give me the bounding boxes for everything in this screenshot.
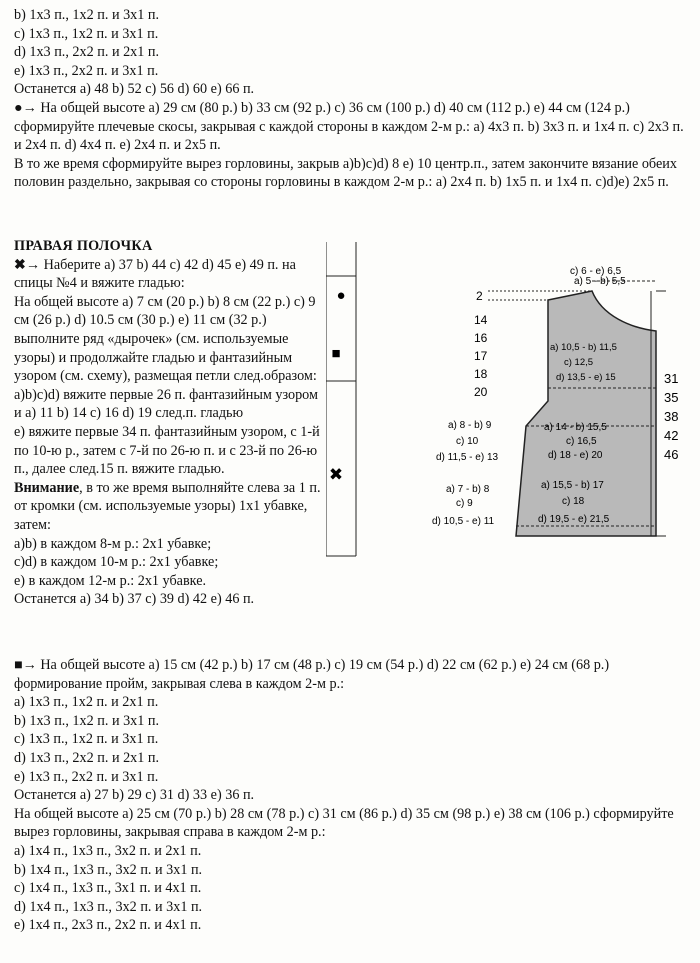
- neck-depth-label: 2: [476, 289, 483, 303]
- cross-arrow-icon: ✖→: [14, 256, 41, 273]
- armhole-line: d) 1x3 п., 2x2 п. и 2x1 п.: [14, 749, 160, 766]
- text-line: d) 1x3 п., 2x2 п. и 2x1 п.: [14, 44, 160, 61]
- top-width-label: a) 5 - b) 5,5: [574, 276, 626, 287]
- cast-on-paragraph: [14, 256, 324, 293]
- armhole-paragraph: [14, 656, 690, 693]
- attention-text: , в то же время выполняйте слева за 1 п. от кромки (см. используемые узоры) 1x1 убавке, затем:: [14, 479, 321, 533]
- neck-line: c) 1x4 п., 1x3 п., 3x1 п. и 4x1 п.: [14, 880, 202, 897]
- neck-paragraph: В то же время сформируйте вырез горловины, закрыв a)b)c)d) 8 e) 10 центр.п., затем закончите вязание обеих половин раздельно, закрывая со стороны горловины в каждом 2-м р.: a) 2x4 п. b) 1x5 п. и 1x4 п. c)d)e) 2x5 п.: [14, 155, 677, 191]
- abcd-paragraph: a)b)c)d) вяжите первые 26 п. фантазийным узором и a) 11 b) 14 c) 16 d) 19 след.п. гладью: [14, 386, 318, 422]
- total-height-label: 42: [664, 428, 679, 443]
- neck-line: b) 1x4 п., 1x3 п., 3x2 п. и 3x1 п.: [14, 861, 203, 878]
- section-title: ПРАВАЯ ПОЛОЧКА: [14, 238, 153, 254]
- circle-arrow-icon: ●→: [14, 99, 37, 116]
- cross-marker-icon: ✖: [328, 465, 344, 484]
- armhole-line: b) 1x3 п., 1x2 п. и 3x1 п.: [14, 712, 160, 729]
- armhole-line: e) 1x3 п., 2x2 п. и 3x1 п.: [14, 768, 159, 785]
- dec-line: e) в каждом 12-м р.: 2x1 убавке.: [14, 572, 207, 589]
- neck-line: a) 1x4 п., 1x3 п., 3x2 п. и 2x1 п.: [14, 842, 202, 859]
- dec-line: c)d) в каждом 10-м р.: 2x1 убавке;: [14, 554, 219, 571]
- bottom-side-label: c) 9: [456, 498, 473, 509]
- bottom-width-label: d) 19,5 - e) 21,5: [538, 514, 610, 525]
- armhole-line: c) 1x3 п., 1x2 п. и 3x1 п.: [14, 731, 159, 748]
- knitting-schema: [326, 236, 696, 574]
- remain-line: Останется a) 34 b) 37 c) 39 d) 42 e) 46 п.: [14, 591, 255, 608]
- e-paragraph: e) вяжите первые 34 п. фантазийным узором, с 1-й по 10-ю р., затем с 7-й по 26-ю п. и с 23-й по 26-ю п., далее след.15 п. вяжите гладью.: [14, 423, 320, 478]
- garment-shape: [516, 291, 656, 536]
- attention-paragraph: [14, 479, 324, 535]
- shoulder-width-label: a) 10,5 - b) 11,5: [550, 342, 617, 353]
- armhole-text: На общей высоте a) 15 см (42 р.) b) 17 см (48 р.) c) 19 см (54 р.) d) 22 см (62 р.) e) 24 см (68 р.) формирование пройм, закрывая слева в каждом 2-м р.:: [14, 657, 610, 692]
- total-height-label: 31: [664, 371, 679, 386]
- mid-width-label: a) 14 - b) 15,5: [544, 422, 607, 433]
- mid-side-label: d) 11,5 - e) 13: [436, 452, 499, 463]
- mid-width-label: d) 18 - e) 20: [548, 450, 603, 461]
- text-line: e) 1x3 п., 2x2 п. и 3x1 п.: [14, 62, 159, 79]
- mid-side-label: a) 8 - b) 9: [448, 420, 492, 431]
- neck-line: e) 1x4 п., 2x3 п., 2x2 п. и 4x1 п.: [14, 917, 202, 934]
- shoulder-paragraph: [14, 99, 690, 155]
- text-line: c) 1x3 п., 1x2 п. и 3x1 п.: [14, 25, 159, 42]
- total-height-label: 46: [664, 447, 679, 462]
- bottom-width-label: a) 15,5 - b) 17: [541, 480, 604, 491]
- bottom-side-label: a) 7 - b) 8: [446, 484, 490, 495]
- neck-line: d) 1x4 п., 1x3 п., 3x2 п. и 3x1 п.: [14, 898, 203, 915]
- left-height-label: 17: [474, 349, 488, 363]
- text-line: b) 1x3 п., 1x2 п. и 3x1 п.: [14, 7, 160, 23]
- circle-marker-icon: ●: [336, 287, 346, 304]
- square-arrow-icon: ■→: [14, 657, 37, 673]
- left-height-label: 18: [474, 367, 488, 381]
- right-front-section: [14, 237, 324, 609]
- bottom-side-label: d) 10,5 - e) 11: [432, 516, 495, 527]
- left-height-label: 16: [474, 331, 488, 345]
- dec-line: a)b) в каждом 8-м р.: 2x1 убавке;: [14, 535, 212, 552]
- top-width-label: c) 6 - e) 6,5: [570, 266, 622, 277]
- left-height-label: 14: [474, 313, 488, 327]
- text-line: Останется a) 48 b) 52 c) 56 d) 60 e) 66 п.: [14, 81, 255, 98]
- mid-width-label: c) 16,5: [566, 436, 597, 447]
- bottom-width-label: c) 18: [562, 496, 585, 507]
- schema-svg: [326, 236, 696, 574]
- attention-label: Внимание: [14, 479, 80, 496]
- square-marker-icon: ■: [331, 345, 341, 362]
- left-height-label: 20: [474, 385, 488, 399]
- height-paragraph: На общей высоте a) 7 см (20 р.) b) 8 см (22 р.) c) 9 см (26 р.) d) 10.5 см (30 р.) e) 11 см (32 р.) выполните ряд «дырочек» (см. используемые узоры) и продолжайте гладью и фантазийным узором (см. схему), размещая петли след.образом:: [14, 293, 317, 385]
- shoulder-width-label: c) 12,5: [564, 357, 594, 368]
- cast-on-text: Наберите a) 37 b) 44 c) 42 d) 45 e) 49 п. на спицы №4 и вяжите гладью:: [14, 256, 296, 292]
- remain-line: Останется a) 27 b) 29 c) 31 d) 33 e) 36 п.: [14, 787, 255, 804]
- mid-side-label: c) 10: [456, 436, 479, 447]
- armhole-neck-section: [14, 656, 690, 935]
- neck-paragraph: На общей высоте a) 25 см (70 р.) b) 28 см (78 р.) c) 31 см (86 р.) d) 35 см (98 р.) e) 38 см (106 р.) сформируйте вырез горловины, закрывая справа в каждом 2-м р.:: [14, 805, 674, 841]
- armhole-line: a) 1x3 п., 1x2 п. и 2x1 п.: [14, 694, 159, 711]
- shoulder-width-label: d) 13,5 - e) 15: [556, 372, 616, 383]
- total-height-label: 35: [664, 390, 679, 405]
- top-section: [14, 6, 690, 192]
- total-height-label: 38: [664, 409, 679, 424]
- shoulder-text: На общей высоте a) 29 см (80 р.) b) 33 см (92 р.) c) 36 см (100 р.) d) 40 см (112 р.) e) 44 см (124 р.) сформируйте плечевые скосы, закрывая с каждой стороны в каждом 2-м р.: a) 4x3 п. b) 3x3 п. и 1x4 п. c) 2x3 п. и 2x4 п. d) 4x4 п. e) 2x4 п. и 2x5 п.: [14, 99, 684, 154]
